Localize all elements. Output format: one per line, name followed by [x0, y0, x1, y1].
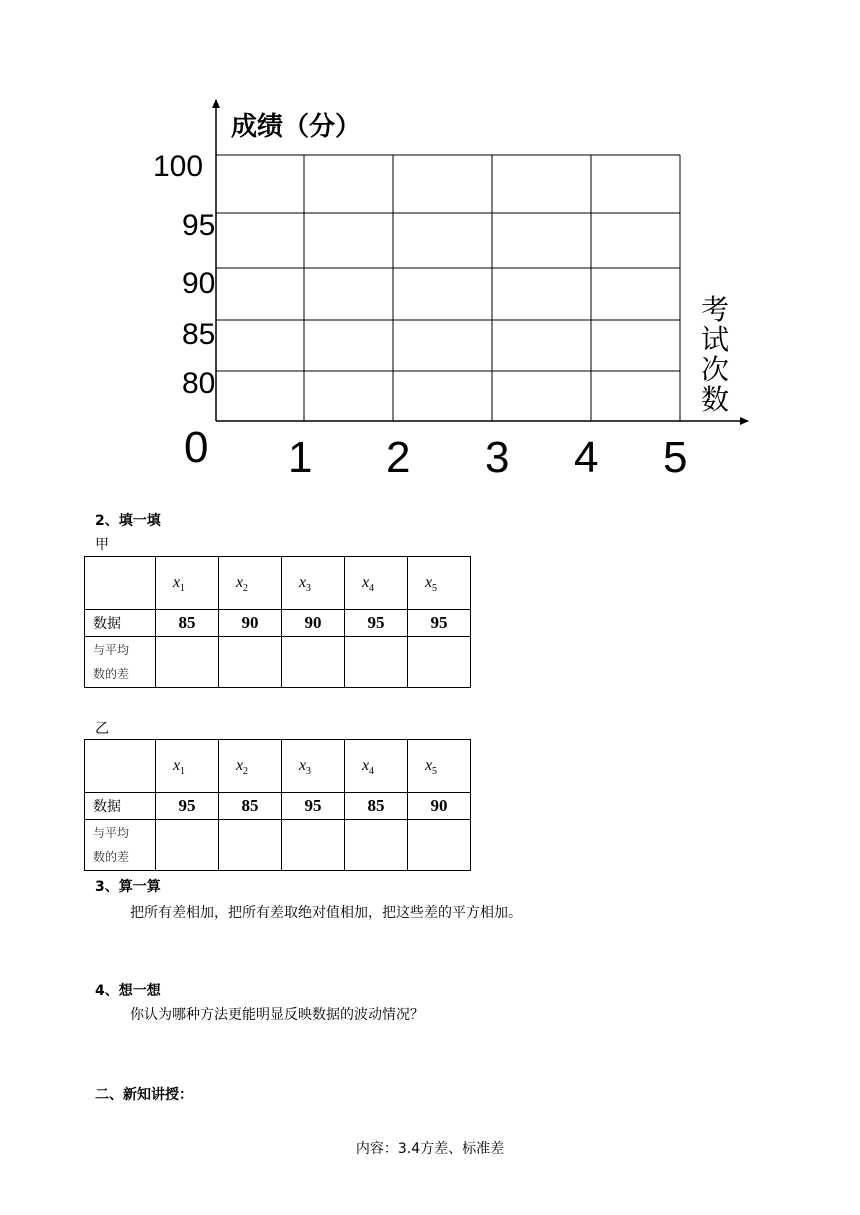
diff-blank-cell[interactable] — [219, 637, 282, 688]
row-label-diff: 与平均 数的差 — [85, 637, 156, 688]
var-cell: $x_1$ — [156, 740, 219, 793]
y-tick-label: 90 — [182, 267, 216, 300]
row-label-data: 数据 — [85, 793, 156, 820]
data-value: 95 — [156, 793, 219, 820]
data-value: 95 — [282, 793, 345, 820]
table-yi — [84, 739, 471, 871]
diff-blank-cell[interactable] — [156, 820, 219, 871]
table-jia — [84, 556, 471, 688]
y-tick-label: 100 — [153, 150, 204, 183]
var-cell: $x_2$ — [219, 740, 282, 793]
diff-blank-cell[interactable] — [219, 820, 282, 871]
diff-blank-cell[interactable] — [156, 637, 219, 688]
x-axis-label: 考试次数 — [700, 293, 729, 416]
table-corner-cell — [85, 557, 156, 610]
diff-blank-cell[interactable] — [408, 820, 471, 871]
diff-blank-cell[interactable] — [282, 637, 345, 688]
table-jia-caption: 甲 — [95, 537, 109, 553]
part-2-heading: 二、新知讲授： — [95, 1087, 193, 1103]
data-value: 90 — [282, 610, 345, 637]
table-corner-cell — [85, 740, 156, 793]
var-cell: $x_3$ — [282, 557, 345, 610]
data-value: 90 — [219, 610, 282, 637]
data-value: 85 — [345, 793, 408, 820]
table-header-row — [85, 557, 471, 610]
y-tick-label: 85 — [182, 318, 216, 351]
row-label-diff: 与平均 数的差 — [85, 820, 156, 871]
section-4-heading: 4、想一想 — [95, 983, 161, 999]
var-cell: $x_4$ — [345, 740, 408, 793]
diff-blank-cell[interactable] — [345, 820, 408, 871]
diff-blank-cell[interactable] — [345, 637, 408, 688]
diff-blank-cell[interactable] — [282, 820, 345, 871]
section-4-text: 你认为哪种方法更能明显反映数据的波动情况？ — [130, 1007, 424, 1023]
x-tick-label: 4 — [574, 433, 599, 482]
var-cell: $x_1$ — [156, 557, 219, 610]
var-cell: $x_5$ — [408, 557, 471, 610]
var-cell: $x_4$ — [345, 557, 408, 610]
y-tick-label: 80 — [182, 367, 216, 400]
data-value: 85 — [219, 793, 282, 820]
origin-label: 0 — [184, 423, 209, 472]
section-3-heading: 3、算一算 — [95, 879, 161, 895]
chart-grid — [216, 155, 680, 421]
score-chart — [0, 0, 860, 500]
table-diff-row — [85, 820, 471, 871]
section-2-heading: 2、填一填 — [95, 513, 161, 529]
diff-blank-cell[interactable] — [408, 637, 471, 688]
table-data-row — [85, 610, 471, 637]
x-tick-label: 3 — [485, 433, 510, 482]
var-cell: $x_3$ — [282, 740, 345, 793]
content-line: 内容：3.4方差、标准差 — [355, 1141, 505, 1157]
table-diff-row — [85, 637, 471, 688]
x-tick-label: 1 — [288, 433, 313, 482]
table-yi-caption: 乙 — [95, 721, 109, 737]
y-tick-label: 95 — [182, 209, 216, 242]
var-cell: $x_5$ — [408, 740, 471, 793]
table-data-row — [85, 793, 471, 820]
var-cell: $x_2$ — [219, 557, 282, 610]
table-header-row — [85, 740, 471, 793]
section-3-text: 把所有差相加，把所有差取绝对值相加，把这些差的平方相加。 — [130, 905, 522, 921]
data-value: 90 — [408, 793, 471, 820]
data-value: 85 — [156, 610, 219, 637]
x-tick-label: 2 — [386, 433, 411, 482]
data-value: 95 — [345, 610, 408, 637]
row-label-data: 数据 — [85, 610, 156, 637]
x-tick-label: 5 — [663, 433, 688, 482]
y-axis-label: 成绩（分） — [231, 112, 362, 142]
data-value: 95 — [408, 610, 471, 637]
